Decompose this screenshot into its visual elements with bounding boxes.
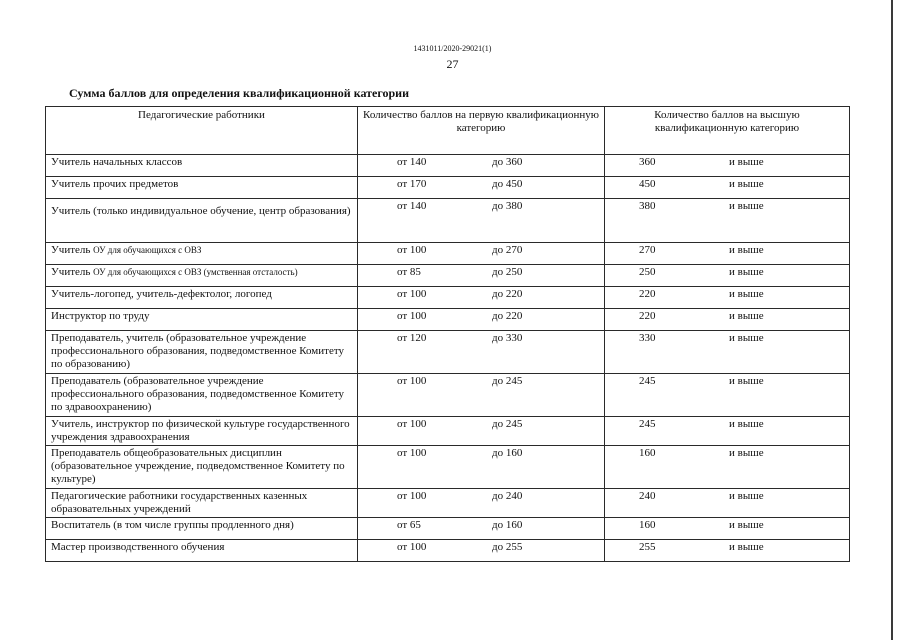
high-suffix: и выше bbox=[729, 200, 764, 212]
table-header-row bbox=[46, 107, 850, 155]
high-value: 380 bbox=[639, 200, 656, 212]
first-from: от 65 bbox=[397, 519, 421, 531]
row-high-range bbox=[605, 199, 850, 243]
worker-name-main: Учитель bbox=[51, 266, 94, 278]
first-to: до 255 bbox=[492, 541, 523, 553]
row-high-range bbox=[605, 243, 850, 265]
first-to: до 240 bbox=[492, 490, 523, 502]
high-suffix: и выше bbox=[729, 541, 764, 553]
table-row bbox=[46, 374, 850, 417]
worker-name-small: ОУ для обучающихся с ОВЗ (умственная отсталость) bbox=[93, 267, 298, 277]
first-from: от 85 bbox=[397, 266, 421, 278]
high-suffix: и выше bbox=[729, 178, 764, 190]
row-worker-name: Учитель (только индивидуальное обучение, центр образования) bbox=[46, 199, 358, 243]
page-number: 27 bbox=[446, 57, 459, 71]
first-from: от 100 bbox=[397, 541, 427, 553]
table-row bbox=[46, 243, 850, 265]
high-value: 450 bbox=[639, 178, 656, 190]
row-high-range bbox=[605, 331, 850, 374]
first-from: от 120 bbox=[397, 332, 427, 344]
first-to: до 220 bbox=[492, 310, 523, 322]
row-worker-name: Инструктор по труду bbox=[46, 309, 358, 331]
row-first-range bbox=[358, 265, 605, 287]
table-row bbox=[46, 199, 850, 243]
row-worker-name: Педагогические работники государственных казенных образовательных учреждений bbox=[46, 489, 358, 518]
row-worker-name: Преподаватель общеобразовательных дисциплин (образовательное учреждение, подведомственное Комитету по культуре) bbox=[46, 446, 358, 489]
row-high-range bbox=[605, 287, 850, 309]
high-suffix: и выше bbox=[729, 332, 764, 344]
high-suffix: и выше bbox=[729, 244, 764, 256]
first-to: до 360 bbox=[492, 156, 523, 168]
first-to: до 220 bbox=[492, 288, 523, 300]
first-to: до 245 bbox=[492, 418, 523, 430]
row-worker-name: Учитель, инструктор по физической культуре государственного учреждения здравоохранения bbox=[46, 417, 358, 446]
row-high-range bbox=[605, 177, 850, 199]
table-row bbox=[46, 489, 850, 518]
row-high-range bbox=[605, 540, 850, 562]
first-from: от 170 bbox=[397, 178, 427, 190]
first-from: от 100 bbox=[397, 244, 427, 256]
high-suffix: и выше bbox=[729, 266, 764, 278]
row-high-range bbox=[605, 309, 850, 331]
first-to: до 250 bbox=[492, 266, 523, 278]
row-worker-name: Воспитатель (в том числе группы продленного дня) bbox=[46, 518, 358, 540]
first-from: от 140 bbox=[397, 156, 427, 168]
high-suffix: и выше bbox=[729, 519, 764, 531]
high-suffix: и выше bbox=[729, 288, 764, 300]
row-worker-name bbox=[46, 265, 358, 287]
first-from: от 140 bbox=[397, 200, 427, 212]
first-from: от 100 bbox=[397, 310, 427, 322]
high-value: 255 bbox=[639, 541, 656, 553]
qualification-points-table bbox=[45, 106, 850, 562]
row-first-range bbox=[358, 199, 605, 243]
row-high-range bbox=[605, 374, 850, 417]
table-row bbox=[46, 331, 850, 374]
row-worker-name: Учитель-логопед, учитель-дефектолог, логопед bbox=[46, 287, 358, 309]
row-first-range bbox=[358, 177, 605, 199]
header-highest-category: Количество баллов на высшую квалификационную категорию bbox=[605, 107, 850, 155]
page-title: Сумма баллов для определения квалификационной категории bbox=[69, 86, 410, 100]
worker-name-main: Учитель bbox=[51, 244, 94, 256]
row-first-range bbox=[358, 518, 605, 540]
high-suffix: и выше bbox=[729, 447, 764, 459]
high-suffix: и выше bbox=[729, 418, 764, 430]
table-row bbox=[46, 446, 850, 489]
row-high-range bbox=[605, 155, 850, 177]
table-row bbox=[46, 265, 850, 287]
first-to: до 380 bbox=[492, 200, 523, 212]
row-first-range bbox=[358, 287, 605, 309]
high-value: 270 bbox=[639, 244, 656, 256]
worker-name-small: ОУ для обучающихся с ОВЗ bbox=[93, 245, 202, 255]
first-to: до 330 bbox=[492, 332, 523, 344]
high-value: 245 bbox=[639, 375, 656, 387]
header-first-category: Количество баллов на первую квалификационную категорию bbox=[358, 107, 605, 155]
first-from: от 100 bbox=[397, 288, 427, 300]
row-worker-name bbox=[46, 243, 358, 265]
high-suffix: и выше bbox=[729, 310, 764, 322]
row-first-range bbox=[358, 309, 605, 331]
high-value: 220 bbox=[639, 310, 656, 322]
row-first-range bbox=[358, 540, 605, 562]
high-value: 330 bbox=[639, 332, 656, 344]
high-value: 160 bbox=[639, 519, 656, 531]
high-value: 360 bbox=[639, 156, 656, 168]
row-worker-name: Учитель начальных классов bbox=[46, 155, 358, 177]
row-first-range bbox=[358, 417, 605, 446]
page-edge-rule bbox=[891, 0, 893, 640]
high-value: 245 bbox=[639, 418, 656, 430]
first-to: до 270 bbox=[492, 244, 523, 256]
row-worker-name: Мастер производственного обучения bbox=[46, 540, 358, 562]
first-to: до 450 bbox=[492, 178, 523, 190]
table-row bbox=[46, 518, 850, 540]
row-high-range bbox=[605, 446, 850, 489]
first-to: до 245 bbox=[492, 375, 523, 387]
row-high-range bbox=[605, 417, 850, 446]
table-row bbox=[46, 417, 850, 446]
first-from: от 100 bbox=[397, 447, 427, 459]
first-to: до 160 bbox=[492, 447, 523, 459]
table-row bbox=[46, 287, 850, 309]
document-code: 1431011/2020-29021(1) bbox=[413, 44, 492, 53]
row-high-range bbox=[605, 265, 850, 287]
first-from: от 100 bbox=[397, 418, 427, 430]
row-first-range bbox=[358, 243, 605, 265]
high-suffix: и выше bbox=[729, 375, 764, 387]
row-first-range bbox=[358, 489, 605, 518]
high-value: 160 bbox=[639, 447, 656, 459]
first-from: от 100 bbox=[397, 375, 427, 387]
row-first-range bbox=[358, 155, 605, 177]
table-row bbox=[46, 309, 850, 331]
high-value: 220 bbox=[639, 288, 656, 300]
row-high-range bbox=[605, 518, 850, 540]
table-row bbox=[46, 177, 850, 199]
row-high-range bbox=[605, 489, 850, 518]
first-to: до 160 bbox=[492, 519, 523, 531]
row-worker-name: Учитель прочих предметов bbox=[46, 177, 358, 199]
first-from: от 100 bbox=[397, 490, 427, 502]
row-first-range bbox=[358, 374, 605, 417]
table-row bbox=[46, 155, 850, 177]
high-value: 240 bbox=[639, 490, 656, 502]
row-worker-name: Преподаватель, учитель (образовательное учреждение профессионального образования, подведомственное Комитету по образованию) bbox=[46, 331, 358, 374]
high-suffix: и выше bbox=[729, 490, 764, 502]
high-suffix: и выше bbox=[729, 156, 764, 168]
header-workers: Педагогические работники bbox=[46, 107, 358, 155]
row-worker-name: Преподаватель (образовательное учреждение профессионального образования, подведомственное Комитету по здравоохранению) bbox=[46, 374, 358, 417]
table-row bbox=[46, 540, 850, 562]
row-first-range bbox=[358, 446, 605, 489]
row-first-range bbox=[358, 331, 605, 374]
high-value: 250 bbox=[639, 266, 656, 278]
